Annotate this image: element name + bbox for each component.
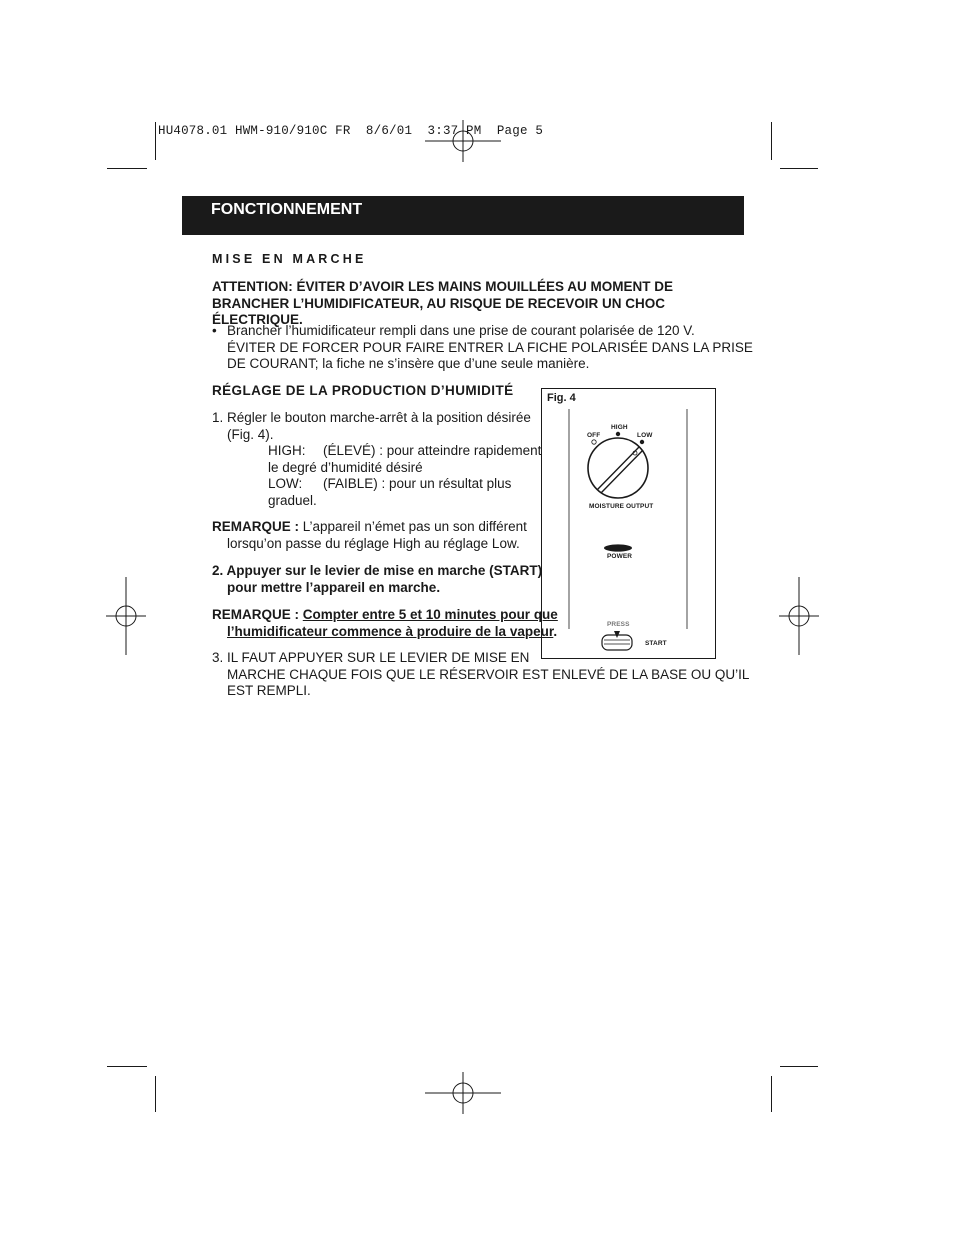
step-3-line: 3. IL FAUT APPUYER SUR LE LEVIER DE MISE EN	[212, 650, 530, 665]
remarque-2	[212, 607, 558, 640]
crop-mark	[780, 1066, 818, 1067]
high-setting	[268, 443, 541, 476]
moisture-output-label: MOISTURE OUTPUT	[589, 503, 654, 510]
step-2	[212, 563, 542, 596]
power-label: POWER	[607, 553, 633, 560]
step-1	[212, 410, 531, 443]
low-description: (FAIBLE) : pour un résultat plus	[323, 476, 512, 491]
off-label: OFF	[587, 432, 601, 439]
crop-mark	[771, 122, 772, 160]
bullet-1	[227, 323, 753, 373]
off-indicator-icon	[592, 440, 596, 444]
remarque-label: REMARQUE :	[212, 607, 299, 622]
step-2-line: 2. Appuyer sur le levier de mise en marche (START)	[212, 563, 543, 578]
crop-mark	[155, 122, 156, 160]
start-label: START	[645, 640, 667, 647]
bullet-1-line: DE COURANT; la fiche ne s’insère que d’une seule manière.	[227, 356, 590, 371]
figure-label: Fig. 4	[547, 392, 576, 404]
registration-mark-bottom	[425, 1072, 501, 1114]
section-title: FONCTIONNEMENT	[211, 201, 363, 218]
remarque-text: lorsqu’on passe du réglage High au réglage Low.	[227, 535, 520, 551]
remarque-1	[212, 519, 527, 552]
figure-4	[541, 388, 716, 659]
registration-mark-left	[106, 577, 146, 655]
high-description: (ÉLEVÉ) : pour atteindre rapidement	[323, 443, 542, 458]
crop-mark	[771, 1076, 772, 1112]
crop-mark	[107, 1066, 147, 1067]
power-light-icon	[604, 544, 632, 551]
section-header-bar	[182, 196, 744, 235]
low-label: LOW:	[268, 476, 303, 491]
high-description: le degré d’humidité désiré	[268, 459, 423, 475]
start-lever-icon	[602, 631, 632, 650]
heading-reglage: RÉGLAGE DE LA PRODUCTION D’HUMIDITÉ	[212, 383, 514, 398]
low-description: graduel.	[268, 492, 317, 508]
bullet-1-line: Brancher l’humidificateur rempli dans une prise de courant polarisée de 120 V.	[227, 323, 695, 338]
attention-warning: ATTENTION: ÉVITER D’AVOIR LES MAINS MOUILLÉES AU MOMENT DE BRANCHER L’HUMIDIFICATEUR, AU RISQUE DE RECEVOIR UN CHOC ÉLECTRIQUE.	[212, 279, 674, 327]
step-1-line: (Fig. 4).	[227, 426, 274, 442]
print-slug-line: HU4078.01 HWM-910/910C FR 8/6/01 3:37 PM Page 5	[158, 124, 544, 138]
step-3-line: MARCHE CHAQUE FOIS QUE LE RÉSERVOIR EST ENLEVÉ DE LA BASE OU QU’IL	[227, 666, 750, 682]
press-label: PRESS	[607, 621, 630, 628]
bullet-marker: •	[212, 323, 217, 338]
low-dial-label: LOW	[637, 432, 653, 439]
step-1-line: 1. Régler le bouton marche-arrêt à la position désirée	[212, 410, 531, 425]
remarque-text: l’humidificateur commence à produire de la vapeur	[227, 623, 554, 639]
bullet-1-line: ÉVITER DE FORCER POUR FAIRE ENTRER LA FICHE POLARISÉE DANS LA PRISE	[227, 339, 753, 355]
registration-mark-top	[425, 120, 501, 162]
low-setting	[268, 476, 511, 509]
low-indicator-icon	[640, 440, 644, 444]
moisture-dial-icon	[588, 438, 648, 498]
crop-mark	[155, 1076, 156, 1112]
high-indicator-icon	[616, 432, 620, 436]
registration-mark-right	[779, 577, 819, 655]
high-label: HIGH:	[268, 443, 306, 458]
remarque-text: Compter entre 5 et 10 minutes pour que	[302, 607, 558, 622]
remarque-label: REMARQUE :	[212, 519, 299, 534]
crop-mark	[780, 168, 818, 169]
remarque-text: L’appareil n’émet pas un son différent	[302, 519, 527, 534]
remarque-period: .	[553, 623, 558, 639]
step-2-line: pour mettre l’appareil en marche.	[227, 579, 441, 595]
crop-mark	[107, 168, 147, 169]
high-dial-label: HIGH	[611, 424, 628, 431]
step-3-line: EST REMPLI.	[227, 683, 311, 698]
control-panel-drawing	[542, 389, 715, 658]
heading-mise-en-marche: MISE EN MARCHE	[212, 252, 367, 266]
